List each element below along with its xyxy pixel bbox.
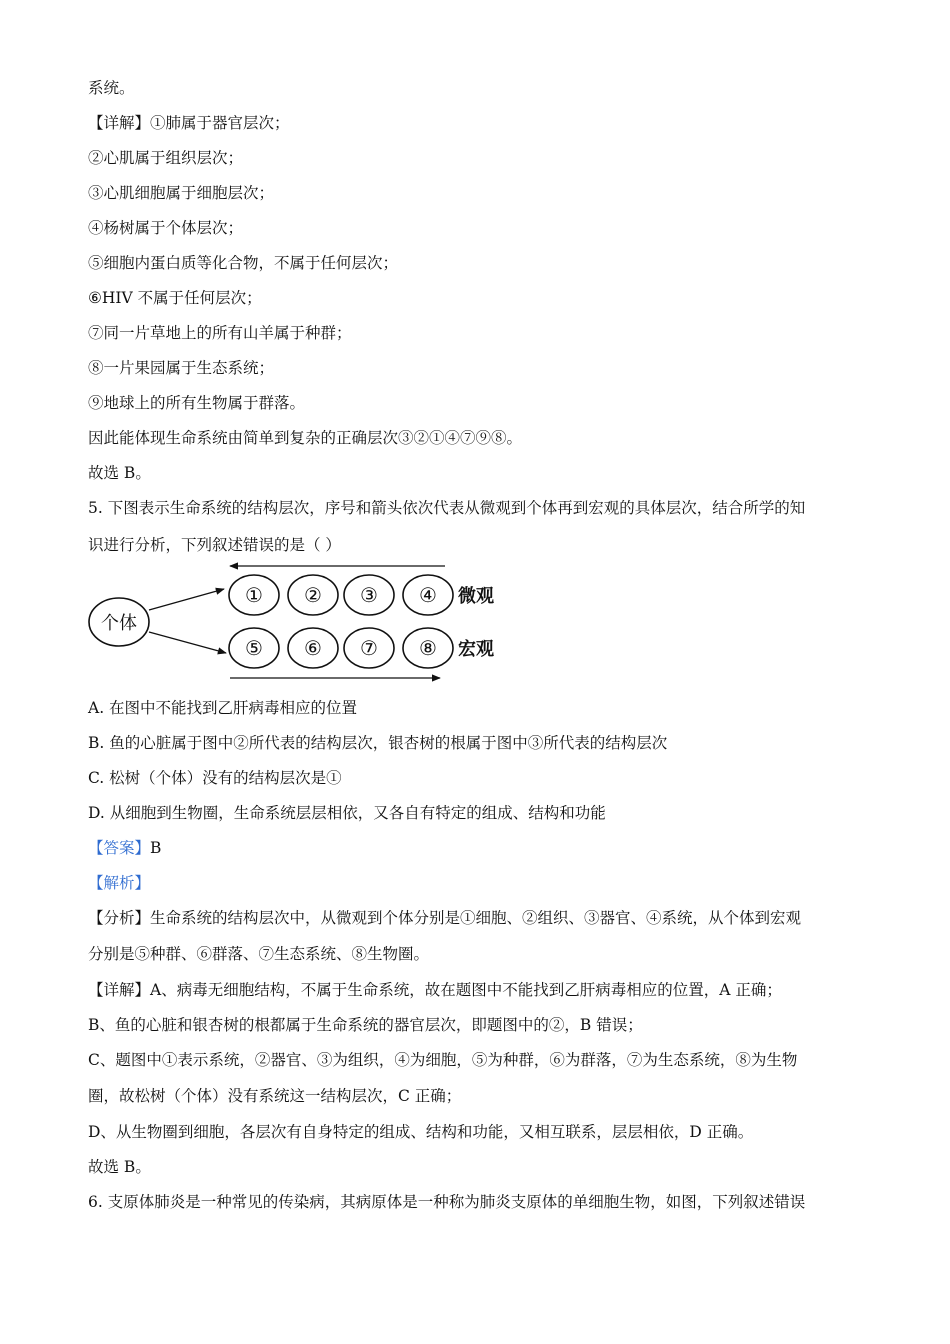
individual-label: 个体 <box>101 613 137 634</box>
q5-stem-2: 识进行分析，下列叙述错误的是（ ） <box>88 536 341 554</box>
arrow-to-micro <box>149 589 224 610</box>
detail-tag: 【详解】 <box>88 114 151 132</box>
micro-level-3 <box>344 575 394 615</box>
q5-stem-1: 5. 下图表示生命系统的结构层次，序号和箭头依次代表从微观到个体再到宏观的具体层次，结合所学的知 <box>88 499 806 517</box>
q5-detail-text-1: A、病毒无细胞结构，不属于生命系统，故在题图中不能找到乙肝病毒相应的位置，A 正确； <box>150 981 782 999</box>
micro-level-1-label: ① <box>245 583 263 607</box>
macro-level-8 <box>403 628 453 668</box>
q5-detail-line-3: C、题图中①表示系统，②器官、③为组织，④为细胞，⑤为种群，⑥为群落，⑦为生态系统，⑧为生物 <box>88 1051 798 1069</box>
answer-tag: 【答案】 <box>88 839 151 857</box>
macro-level-5 <box>229 628 279 668</box>
q5-option-a: A. 在图中不能找到乙肝病毒相应的位置 <box>88 699 358 717</box>
intro-line-10: ⑨地球上的所有生物属于群落。 <box>88 394 306 412</box>
q5-detail-line-6: 故选 B。 <box>88 1158 151 1176</box>
macro-level-7-label: ⑦ <box>360 636 378 660</box>
micro-label: 微观 <box>458 586 494 607</box>
intro-line-6: ⑤细胞内蛋白质等化合物，不属于任何层次； <box>88 254 399 272</box>
q5-answer-line <box>88 838 161 858</box>
q5-option-c: C. 松树（个体）没有的结构层次是① <box>88 769 342 787</box>
fenxi-tag: 【分析】 <box>88 909 151 927</box>
q5-fenxi-line-2: 分别是⑤种群、⑥群落、⑦生态系统、⑧生物圈。 <box>88 945 430 963</box>
intro-line-12: 故选 B。 <box>88 464 151 482</box>
micro-level-1 <box>229 575 279 615</box>
q5-detail-line-4: 圈，故松树（个体）没有系统这一结构层次，C 正确； <box>88 1087 462 1105</box>
intro-line-4: ③心肌细胞属于细胞层次； <box>88 184 275 202</box>
macro-label: 宏观 <box>458 639 494 660</box>
micro-level-2-label: ② <box>304 583 322 607</box>
micro-level-4 <box>403 575 453 615</box>
intro-line-9: ⑧一片果园属于生态系统； <box>88 359 275 377</box>
q5-analysis-tag: 【解析】 <box>88 874 151 892</box>
intro-line-7: ⑥HIV 不属于任何层次； <box>88 289 262 307</box>
detail-text: ①肺属于器官层次； <box>150 114 290 132</box>
q6-stem-1: 6. 支原体肺炎是一种常见的传染病，其病原体是一种称为肺炎支原体的单细胞生物，如图，下列叙述错误 <box>88 1193 806 1211</box>
q5-fenxi-line-1 <box>88 908 801 928</box>
arrow-to-macro <box>149 632 226 653</box>
intro-line-11: 因此能体现生命系统由简单到复杂的正确层次③②①④⑦⑨⑧。 <box>88 429 523 447</box>
macro-level-5-label: ⑤ <box>245 636 263 660</box>
life-system-hierarchy-figure <box>80 558 520 688</box>
q5-detail-tag: 【详解】 <box>88 981 151 999</box>
micro-level-2 <box>288 575 338 615</box>
intro-line-1: 系统。 <box>88 79 135 97</box>
micro-level-3-label: ③ <box>360 583 378 607</box>
intro-line-8: ⑦同一片草地上的所有山羊属于种群； <box>88 324 352 342</box>
answer-value: B <box>150 839 162 857</box>
q5-detail-line-5: D、从生物圈到细胞，各层次有自身特定的组成、结构和功能，又相互联系，层层相依，D 正确。 <box>88 1123 754 1141</box>
macro-level-6-label: ⑥ <box>304 636 322 660</box>
q5-detail-line-2: B、鱼的心脏和银杏树的根都属于生命系统的器官层次，即题图中的②，B 错误； <box>88 1016 643 1034</box>
macro-level-8-label: ⑧ <box>419 636 437 660</box>
intro-line-5: ④杨树属于个体层次； <box>88 219 244 237</box>
macro-level-6 <box>288 628 338 668</box>
micro-level-4-label: ④ <box>419 583 437 607</box>
fenxi-text-1: 生命系统的结构层次中，从微观到个体分别是①细胞、②组织、③器官、④系统，从个体到宏观 <box>150 909 802 927</box>
intro-line-3: ②心肌属于组织层次； <box>88 149 244 167</box>
q5-option-b: B. 鱼的心脏属于图中②所代表的结构层次，银杏树的根属于图中③所代表的结构层次 <box>88 734 668 752</box>
intro-detail-line <box>88 113 290 133</box>
q5-detail-line-1 <box>88 980 782 1000</box>
macro-level-7 <box>344 628 394 668</box>
q5-option-d: D. 从细胞到生物圈，生命系统层层相依，又各自有特定的组成、结构和功能 <box>88 804 606 822</box>
